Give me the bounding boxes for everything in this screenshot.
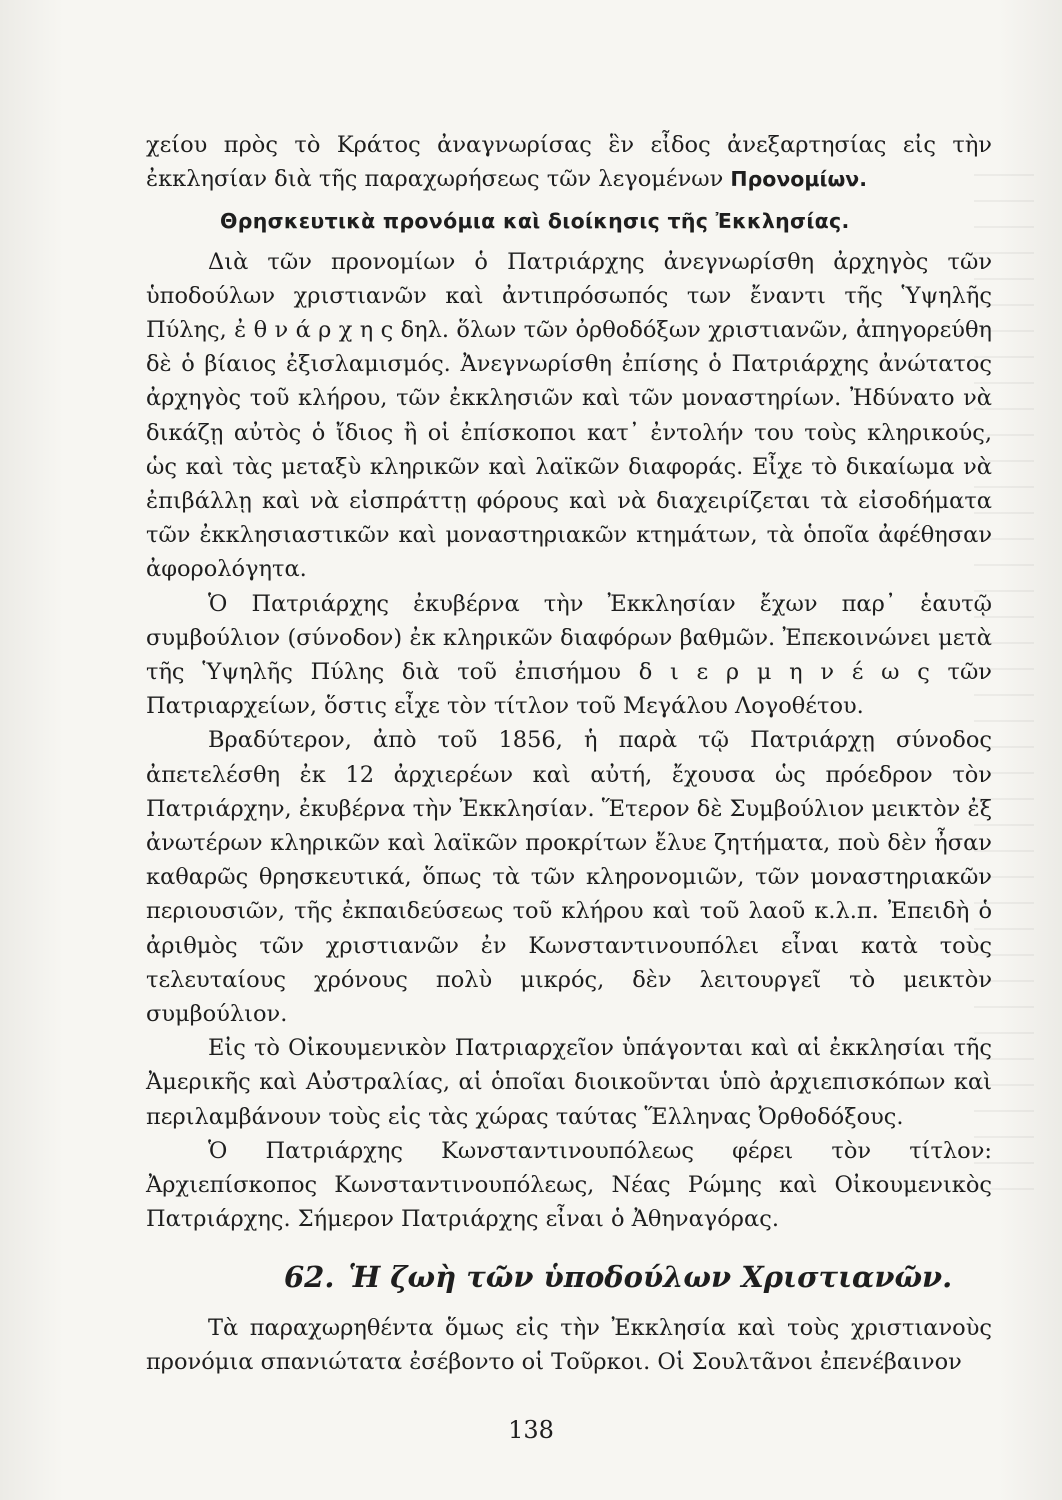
- paragraph-1856: Βραδύτερον, ἀπὸ τοῦ 1856, ἡ παρὰ τῷ Πατριάρχῃ σύνοδος ἀπετελέσθη ἐκ 12 ἀρχιερέων καὶ αὐτή, ἔχουσα ὡς πρόεδρον τὸν Πατριάρχην, ἐκυβέρνα τὴν Ἐκκλησίαν. Ἕτερον δὲ Συμβούλιον μεικτὸν ἐξ ἀνωτέρων κληρικῶν καὶ λαϊκῶν προκρίτων ἔλυε ζητήματα, ποὺ δὲν ἦσαν καθαρῶς θρησκευτικά, ὅπως τὰ τῶν κληρονομιῶν, τῶν μοναστηριακῶν περιουσιῶν, τῆς ἐκπαιδεύσεως τοῦ κλήρου καὶ τοῦ λαοῦ κ.λ.π. Ἐπειδὴ ὁ ἀριθμὸς τῶν χριστιανῶν ἐν Κωνσταντινουπόλει εἶναι κατὰ τοὺς τελευταίους χρόνους πολὺ μικρός, δὲν λειτουργεῖ τὸ μεικτὸν συμβούλιον.: [146, 727, 992, 1028]
- text-column: [146, 128, 992, 1379]
- paragraph-continuation-text: χείου πρὸς τὸ Κράτος ἀναγνωρίσας ἓν εἶδος ἀνεξαρτησίας εἰς τὴν ἐκκλησίαν διὰ τῆς παραχωρήσεως τῶν λεγομένων: [146, 132, 992, 193]
- paragraph-chapter-opening: Τὰ παραχωρηθέντα ὅμως εἰς τὴν Ἐκκλησία καὶ τοὺς χριστιανοὺς προνόμια σπανιώτατα ἐσέβοντο οἱ Τοῦρκοι. Οἱ Σουλτᾶνοι ἐπενέβαινον: [146, 1314, 992, 1375]
- page-number: 138: [508, 1416, 554, 1444]
- bold-term: Προνομίων.: [730, 167, 868, 192]
- chapter-heading: [146, 1257, 992, 1297]
- section-subheading: Θρησκευτικὰ προνόμια καὶ διοίκησις τῆς Ἐκκλησίας.: [220, 209, 850, 234]
- paragraph-title: Ὁ Πατριάρχης Κωνσταντινουπόλεως φέρει τὸν τίτλον: Ἀρχιεπίσκοπος Κωνσταντινουπόλεως, Νέας Ρώμης καὶ Οἰκουμενικὸς Πατριάρχης. Σήμερον Πατριάρχης εἶναι ὁ Ἀθηναγόρας.: [146, 1137, 992, 1233]
- paragraph-privileges: Διὰ τῶν προνομίων ὁ Πατριάρχης ἀνεγνωρίσθη ἀρχηγὸς τῶν ὑποδούλων χριστιανῶν καὶ ἀντιπρόσωπός των ἔναντι τῆς Ὑψηλῆς Πύλης, ἐ θ ν ά ρ χ η ς δηλ. ὅλων τῶν ὀρθοδόξων χριστιανῶν, ἀπηγορεύθη δὲ ὁ βίαιος ἐξισλαμισμός. Ἀνεγνωρίσθη ἐπίσης ὁ Πατριάρχης ἀνώτατος ἀρχηγὸς τοῦ κλήρου, τῶν ἐκκλησιῶν καὶ τῶν μοναστηρίων. Ἠδύνατο νὰ δικάζῃ αὐτὸς ὁ ἴδιος ἢ οἱ ἐπίσκοποι κατ᾽ ἐντολήν του τοὺς κληρικούς, ὡς καὶ τὰς μεταξὺ κληρικῶν καὶ λαϊκῶν διαφοράς. Εἶχε τὸ δικαίωμα νὰ ἐπιβάλλῃ καὶ νὰ εἰσπράττῃ φόρους καὶ νὰ διαχειρίζεται τὰ εἰσοδήματα τῶν ἐκκλησιαστικῶν καὶ μοναστηριακῶν κτημάτων, τὰ ὁποῖα ἀφέθησαν ἀφορολόγητα.: [146, 248, 992, 583]
- paragraph-america: Εἰς τὸ Οἰκουμενικὸν Πατριαρχεῖον ὑπάγονται καὶ αἱ ἐκκλησίαι τῆς Ἀμερικῆς καὶ Αὐστραλίας, αἱ ὁποῖαι διοικοῦνται ὑπὸ ἀρχιεπισκόπων καὶ περιλαμβάνουν τοὺς εἰς τὰς χώρας ταύτας Ἕλληνας Ὀρθοδόξους.: [146, 1035, 992, 1130]
- paragraph-continuation: [146, 128, 992, 196]
- chapter-number: 62.: [284, 1259, 335, 1294]
- chapter-title: Ἡ ζωὴ τῶν ὑποδούλων Χριστιανῶν.: [348, 1259, 953, 1294]
- paragraph-synod: Ὁ Πατριάρχης ἐκυβέρνα τὴν Ἐκκλησίαν ἔχων παρ᾽ ἑαυτῷ συμβούλιον (σύνοδον) ἐκ κληρικῶν διαφόρων βαθμῶν. Ἐπεκοινώνει μετὰ τῆς Ὑψηλῆς Πύλης διὰ τοῦ ἐπισήμου δ ι ε ρ μ η ν έ ω ς τῶν Πατριαρχείων, ὅστις εἶχε τὸν τίτλον τοῦ Μεγάλου Λογοθέτου.: [146, 590, 992, 720]
